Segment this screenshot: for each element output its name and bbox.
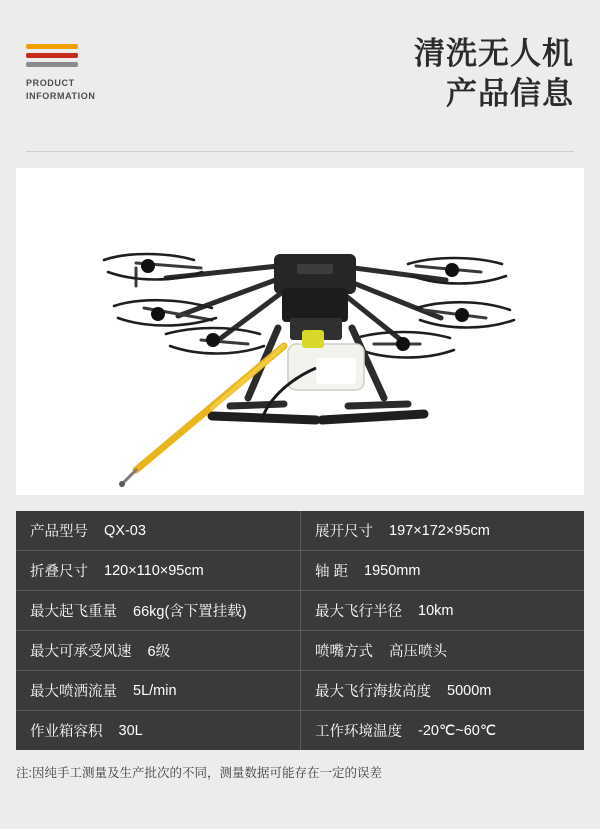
- title-sub: 产品信息: [446, 76, 574, 111]
- spec-value: 1950mm: [364, 562, 421, 579]
- brand-label: [26, 77, 146, 103]
- spec-key: 最大可承受风速: [30, 644, 132, 660]
- spec-value: 5000m: [447, 682, 492, 699]
- spec-value: 高压喷头: [389, 644, 447, 660]
- table-row: [16, 631, 584, 671]
- spec-key: 最大飞行半径: [315, 604, 402, 620]
- spec-cell: [16, 711, 300, 750]
- spec-cell: [300, 591, 584, 630]
- spec-value: 6级: [147, 644, 171, 660]
- spec-key: 最大飞行海拔高度: [315, 684, 431, 700]
- page-header: [0, 0, 600, 152]
- table-row: [16, 591, 584, 631]
- spec-cell: [300, 511, 584, 550]
- spec-cell: [16, 511, 300, 550]
- spec-key: 作业箱容积: [30, 724, 103, 740]
- table-row: [16, 551, 584, 591]
- spec-cell: [16, 671, 300, 710]
- spec-key: 工作环境温度: [315, 724, 402, 740]
- spec-cell: [16, 631, 300, 670]
- spec-value: QX-03: [104, 522, 146, 539]
- page-title: [414, 34, 574, 114]
- product-image: [16, 168, 584, 495]
- spec-value: 197×172×95cm: [389, 522, 490, 539]
- brand-bars-icon: [26, 44, 78, 67]
- spec-key: 产品型号: [30, 524, 88, 540]
- spec-cell: [300, 711, 584, 750]
- spec-value: 120×110×95cm: [104, 562, 204, 579]
- spec-value: -20℃~60℃: [418, 722, 497, 739]
- spec-cell: [16, 551, 300, 590]
- footnote: 注:因纯手工测量及生产批次的不同，测量数据可能存在一定的误差: [16, 766, 382, 780]
- spec-cell: [300, 671, 584, 710]
- spec-value: 10km: [418, 602, 454, 619]
- table-row: [16, 711, 584, 750]
- spec-key: 最大喷洒流量: [30, 684, 117, 700]
- spec-cell: [300, 551, 584, 590]
- spec-key: 轴 距: [315, 564, 349, 580]
- spec-table: [16, 511, 584, 750]
- brand-block: [26, 44, 146, 103]
- table-row: [16, 671, 584, 711]
- brand-label-line2: INFORMATION: [26, 91, 96, 101]
- spec-key: 折叠尺寸: [30, 564, 88, 580]
- drone-illustration: [16, 168, 584, 495]
- spec-key: 最大起飞重量: [30, 604, 117, 620]
- spec-key: 喷嘴方式: [315, 644, 373, 660]
- spec-cell: [16, 591, 300, 630]
- header-divider: [26, 151, 574, 152]
- brand-label-line1: PRODUCT: [26, 78, 75, 88]
- spec-value: 30L: [118, 722, 143, 739]
- spec-cell: [300, 631, 584, 670]
- spec-value: 66kg(含下置挂载): [133, 604, 247, 620]
- spec-key: 展开尺寸: [315, 524, 373, 540]
- spec-value: 5L/min: [133, 682, 177, 699]
- title-main: 清洗无人机: [414, 36, 574, 71]
- table-row: [16, 511, 584, 551]
